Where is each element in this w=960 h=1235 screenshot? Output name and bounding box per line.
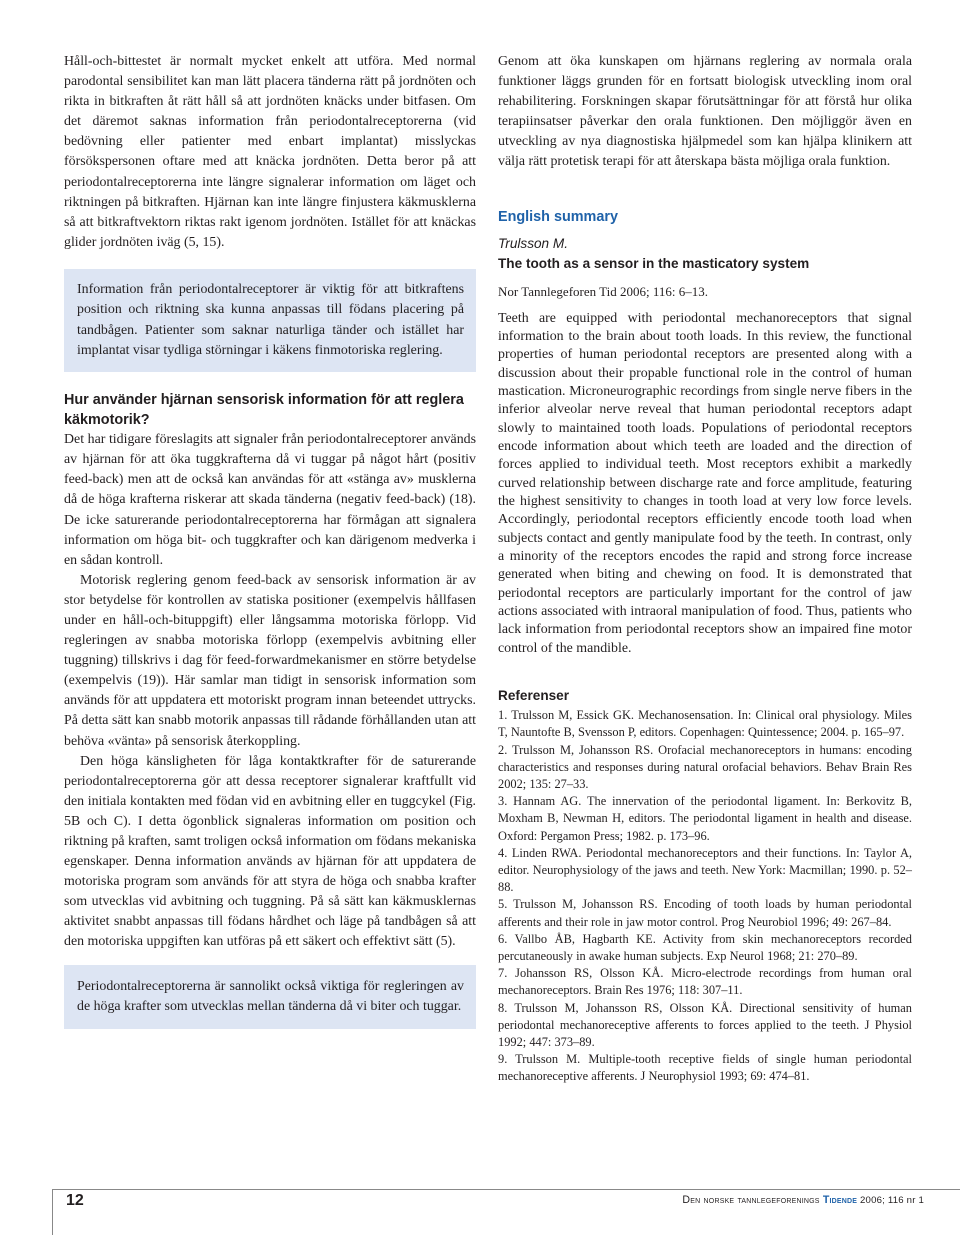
footer-divider [52, 1189, 960, 1190]
reference-item: 1. Trulsson M, Essick GK. Mechanosensation. In: Clinical oral physiology. Miles T, Nauntofte B, Svensson P, editors. Copenhagen: Quintessence; 2004. p. 165–97. [498, 708, 912, 740]
references-heading: Referenser [498, 688, 570, 704]
highlight-text: Periodontalreceptorerna är sannolikt också viktiga för regleringen av de höga krafter som utvecklas mellan tänderna då vi biter och tuggar. [77, 978, 464, 1014]
reference-item: 9. Trulsson M. Multiple-tooth receptive fields of single human periodontal mechanoreceptive afferents. J Neurophysiol 1993; 69: 474–81. [498, 1052, 912, 1084]
english-summary-heading: English summary [498, 208, 618, 225]
reference-item: 8. Trulsson M, Johansson RS, Olsson KÅ. Directional sensitivity of human periodontal mechanoreceptive afferents to forces applied to the teeth. J Physiol 1992; 447: 373–89. [498, 1000, 912, 1049]
body-paragraph: Motorisk reglering genom feed-back av sensorisk information är av stor betydelse för kontrollen av statiska positioner (exempelvis hållfasen under en håll-och-bituppgift) eller långsamma motoriska förlopp. Vid regleringen av snabba motoriska förlopp (exempelvis avbitning eller tuggning) tillskrivs i dag för feed-forwardmekanismer en större betydelse (exempelvis (19)). Här samlar man tidigt in sensorisk information som används för att uppdatera ett motoriskt program innan beteendet uttrycks. På detta sätt kan snabb motorik anpassas till rådande förhållanden utan att behöva «vänta» på sensorisk återkoppling. [64, 572, 476, 749]
page-number: 12 [66, 1192, 84, 1209]
body-paragraph: Håll-och-bittestet är normalt mycket enkelt att utföra. Med normal parodontal sensibilitet kan man lätt placera tänderna rätt på jordnöten och rikta in bitkraften åt rätt håll så att jordnöten knäcks under bitfasen. Om det däremot saknas information från periodontalreceptorerna (vid bedövning eller patienter med enbart implantat) misslyckas försökspersonen oftare med att knäcka jordnöten. Detta beror på att periodontalreceptorerna inte längre signalerar information om läget och riktningen på bitkraften. Hjärnan kan inte längre finjustera käkmusklerna så att bitkraftvektorn riktas rakt igenom jordnöten. Istället för att knäckas glider jordnöten iväg (5, 15). [64, 54, 476, 250]
summary-text: Teeth are equipped with periodontal mechanoreceptors that signal information to the brain about tooth loads. In this review, the functional properties of human periodontal receptors are presented along with a discussion about their propable functional role in the control of human mastication. Microneurographic recordings from single nerve fibers in the inferior alveolar nerve reveal that human periodontal receptors adapt slowly to maintained tooth loads. Populations of periodontal receptors encode information about which teeth are loaded and the direction of forces applied to individual teeth. Most receptors exhibit a markedly curved relationship between discharge rate and force amplitude, featuring the highest sensitivity to changes in tooth load at very low force levels. Accordingly, periodontal receptors efficiently encode tooth load when subjects contact and gently manipulate food by the teeth. In contrast, only a minority of the receptors encodes the rapid and strong force increase generated when biting and chewing on food. It is demonstrated that periodontal receptors are particularly important for the control of jaw actions associated with intraoral manipulation of food. Thus, patients who lack information from periodontal receptors show an impaired fine motor control of the mandible. [498, 310, 912, 656]
body-paragraph: Genom att öka kunskapen om hjärnans reglering av normala orala funktioner läggs grunden för en fortsatt biologisk utveckling inom oral rehabilitering. Forskningen skapar förutsättningar för att förstå hur olika terapiinsatser påverkar den orala funktionen. Den möjliggör även en utveckling av nya diagnostiska hjälpmedel som kan hjälpa klinikern att välja rätt protetisk terapi för att återskapa bästa möjliga orala funktion. [498, 54, 912, 170]
journal-issue: 2006; 116 nr 1 [857, 1195, 924, 1206]
reference-item: 6. Vallbo ÅB, Hagbarth KE. Activity from skin mechanoreceptors recorded percutaneously in awake human subjects. Exp Neurol 1968; 21: 270–89. [498, 931, 912, 963]
summary-citation: Nor Tannlegeforen Tid 2006; 116: 6–13. [498, 283, 708, 299]
reference-item: 7. Johansson RS, Olsson KÅ. Micro-electrode recordings from human oral mechanoreceptors. Brain Res 1976; 118: 307–11. [498, 966, 912, 998]
body-paragraph: Det har tidigare föreslagits att signaler från periodontalreceptorer används av hjärnan för att öka tuggkrafterna då vi tuggar på något hårt (positiv feed-back) men att de också kan användas för att «stänga av» musklerna då de höga krafterna riskerar att skada tänderna (negativ feed-back) (18). De icke saturerande periodontalreceptorerna har förmågan att signalera information om höga bit- och tuggkrafter och kan därigenom medverka i en sådan kontroll. [64, 432, 476, 568]
reference-item: 3. Hannam AG. The innervation of the periodontal ligament. In: Berkovitz B, Moxham B, Newman H, editors. The periodontal ligament in health and disease. Oxford: Pergamon Press; 1982. p. 173–96. [498, 794, 912, 843]
journal-name: Tidende [822, 1194, 858, 1206]
summary-title: The tooth as a sensor in the masticatory system [498, 255, 810, 271]
journal-prefix: Den norske tannlegeforenings [682, 1194, 823, 1206]
footer-divider-tick [52, 1189, 53, 1235]
reference-item: 2. Trulsson M, Johansson RS. Orofacial mechanoreceptors in humans: encoding characteristics and responses during natural orofacial behaviors. Behav Brain Res 2002; 135: 27–33. [498, 742, 912, 791]
reference-item: 4. Linden RWA. Periodontal mechanoreceptors and their functions. In: Taylor A, editor. Neurophysiology of the jaws and teeth. New York: Macmillan; 1990. p. 52–88. [498, 845, 912, 895]
highlight-text: Information från periodontalreceptorer är viktig för att bitkraftens position och riktning ska kunna anpassas till födans placering på tandbågen. Patienter som saknar naturliga tänder och istället har implantat visar tydliga störningar i käkens finmotoriska reglering. [77, 281, 464, 358]
summary-author: Trulsson M. [498, 235, 568, 251]
journal-footer [682, 1192, 924, 1209]
reference-item: 5. Trulsson M, Johansson RS. Encoding of tooth loads by human periodontal afferents and their role in jaw motor control. Prog Neurobiol 1996; 49: 267–84. [498, 897, 912, 929]
right-column [498, 52, 912, 1086]
highlight-box [64, 965, 476, 1030]
body-paragraph: Den höga känsligheten för låga kontaktkrafter för de saturerande periodontalreceptorerna gör att dessa receptorer signalerar kraftfullt vid den initiala kontakten med födan vid en avbitning eller en tuggcykel (Fig. 5B och C). I detta ögonblick signaleras information om position och riktning på kraften, samt troligen också information om födans mekaniska egenskaper. Denna information används av hjärnan för att uppdatera de motoriska program som används för att styra de höga och snabba krafter som utvecklas vid avbitning och tuggning. På så sätt kan käkmusklernas aktivitet snabbt anpassas till födans hårdhet och läge på tandbågen så att den motoriska uppgiften kan utföras på ett säkert och effektivt sätt (5). [64, 753, 476, 950]
highlight-box [64, 269, 476, 372]
section-heading: Hur använder hjärnan sensorisk information för att reglera käkmotorik? [64, 392, 464, 429]
reference-list [498, 707, 912, 1085]
left-column [64, 52, 476, 1029]
